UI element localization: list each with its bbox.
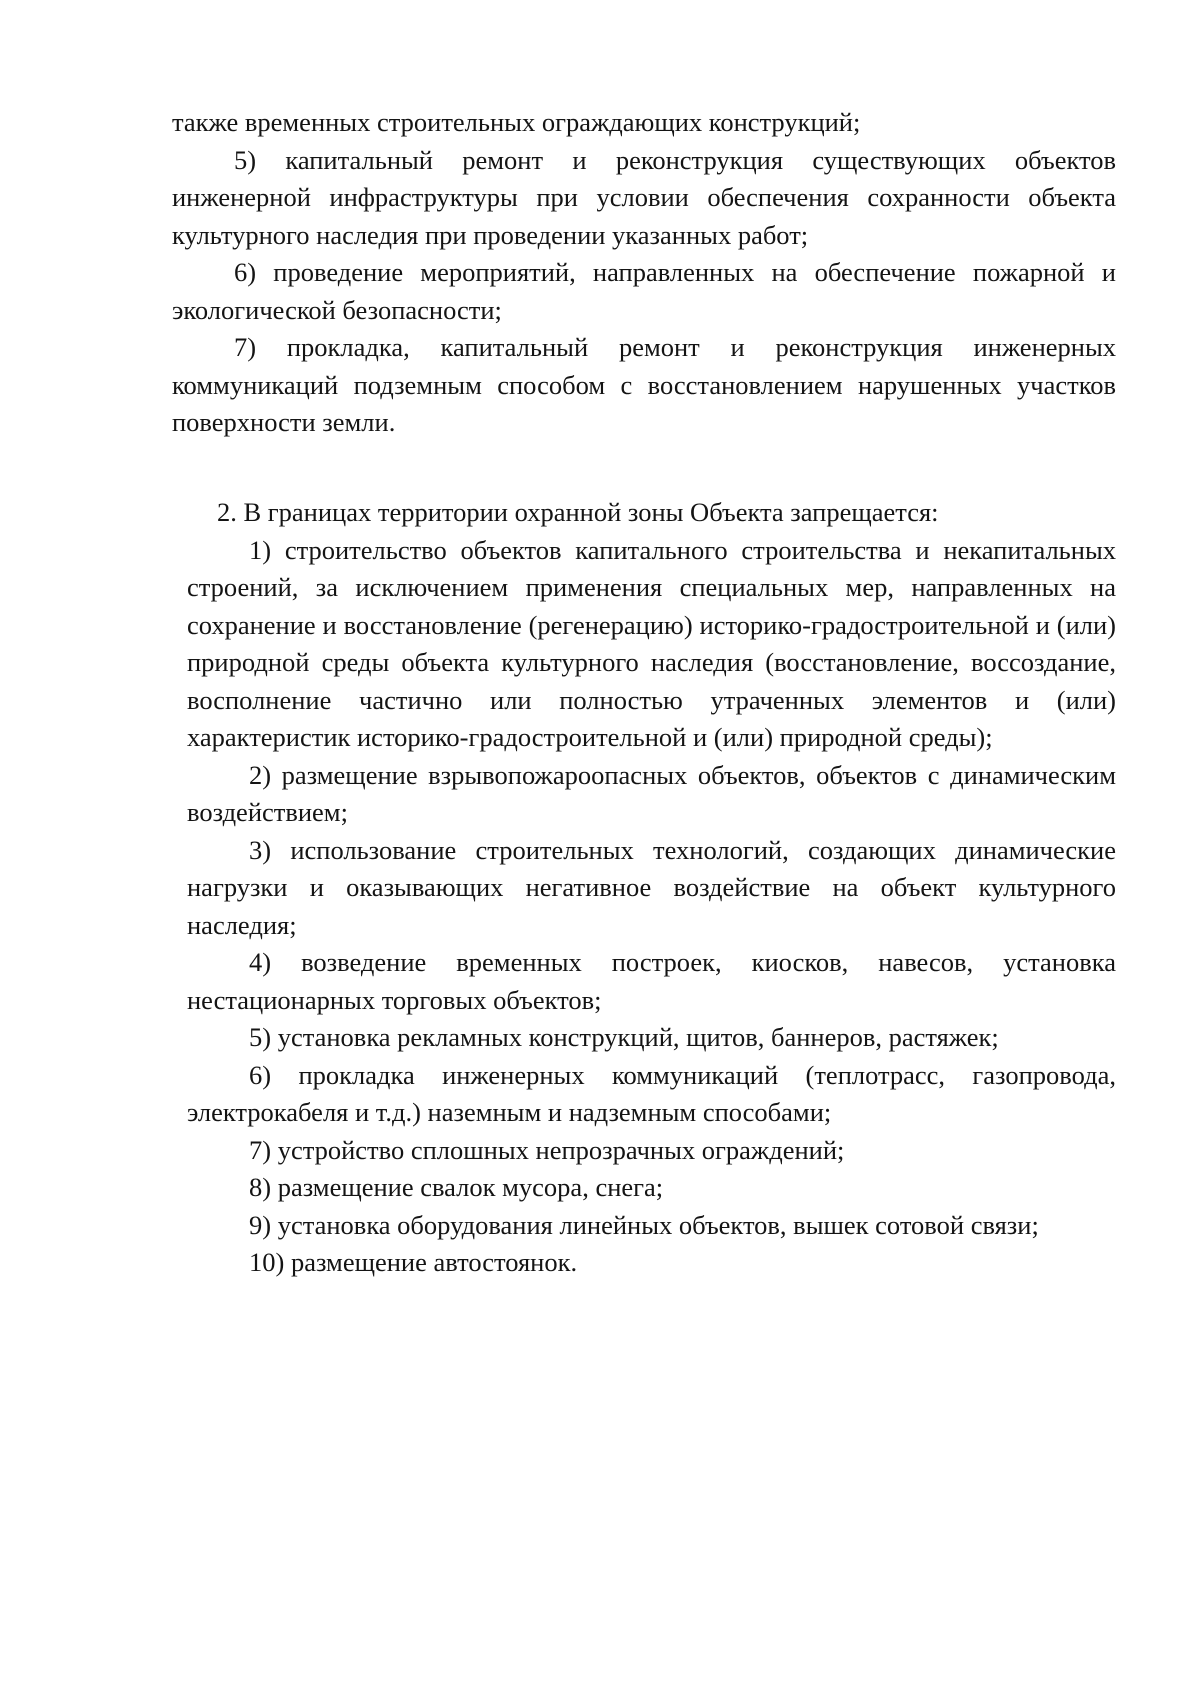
list-item: 1) строительство объектов капитального строительства и некапитальных строений, за исключением применения специальных мер, направленных на сохранение и восстановление (регенерацию) историко-градостроительной и (или) природной среды объекта культурного наследия (восстановление, воссоздание, восполнение частично или полностью утраченных элементов и (или) характеристик историко-градостроительной и (или) природной среды); bbox=[187, 534, 1116, 752]
section-1-permitted-works bbox=[172, 104, 1116, 442]
list-item: 2) размещение взрывопожароопасных объектов, объектов с динамическим воздействием; bbox=[187, 759, 1116, 827]
list-item: 8) размещение свалок мусора, снега; bbox=[249, 1172, 664, 1202]
continuation-paragraph: также временных строительных ограждающих конструкций; bbox=[172, 107, 861, 137]
section-heading: 2. В границах территории охранной зоны Объекта запрещается: bbox=[217, 497, 939, 527]
list-item: 9) установка оборудования линейных объектов, вышек сотовой связи; bbox=[249, 1209, 1039, 1240]
list-item: 7) устройство сплошных непрозрачных ограждений; bbox=[249, 1134, 845, 1165]
list-item: 10) размещение автостоянок. bbox=[249, 1247, 578, 1277]
list-item: 5) установка рекламных конструкций, щитов, баннеров, растяжек; bbox=[249, 1022, 999, 1052]
list-item: 4) возведение временных построек, киосков, навесов, установка нестационарных торговых объектов; bbox=[187, 947, 1116, 1015]
list-item: 5) капитальный ремонт и реконструкция существующих объектов инженерной инфраструктуры при условии обеспечения сохранности объекта культурного наследия при проведении указанных работ; bbox=[172, 144, 1116, 250]
list-item: 7) прокладка, капитальный ремонт и реконструкция инженерных коммуникаций подземным способом с восстановлением нарушенных участков поверхности земли. bbox=[172, 332, 1116, 437]
section-2-prohibitions bbox=[187, 494, 1116, 1282]
list-item: 6) проведение мероприятий, направленных на обеспечение пожарной и экологической безопасности; bbox=[172, 257, 1116, 325]
list-item: 6) прокладка инженерных коммуникаций (теплотрасс, газопровода, электрокабеля и т.д.) наземным и надземным способами; bbox=[187, 1059, 1116, 1127]
list-item: 3) использование строительных технологий, создающих динамические нагрузки и оказывающих негативное воздействие на объект культурного наследия; bbox=[187, 834, 1116, 940]
